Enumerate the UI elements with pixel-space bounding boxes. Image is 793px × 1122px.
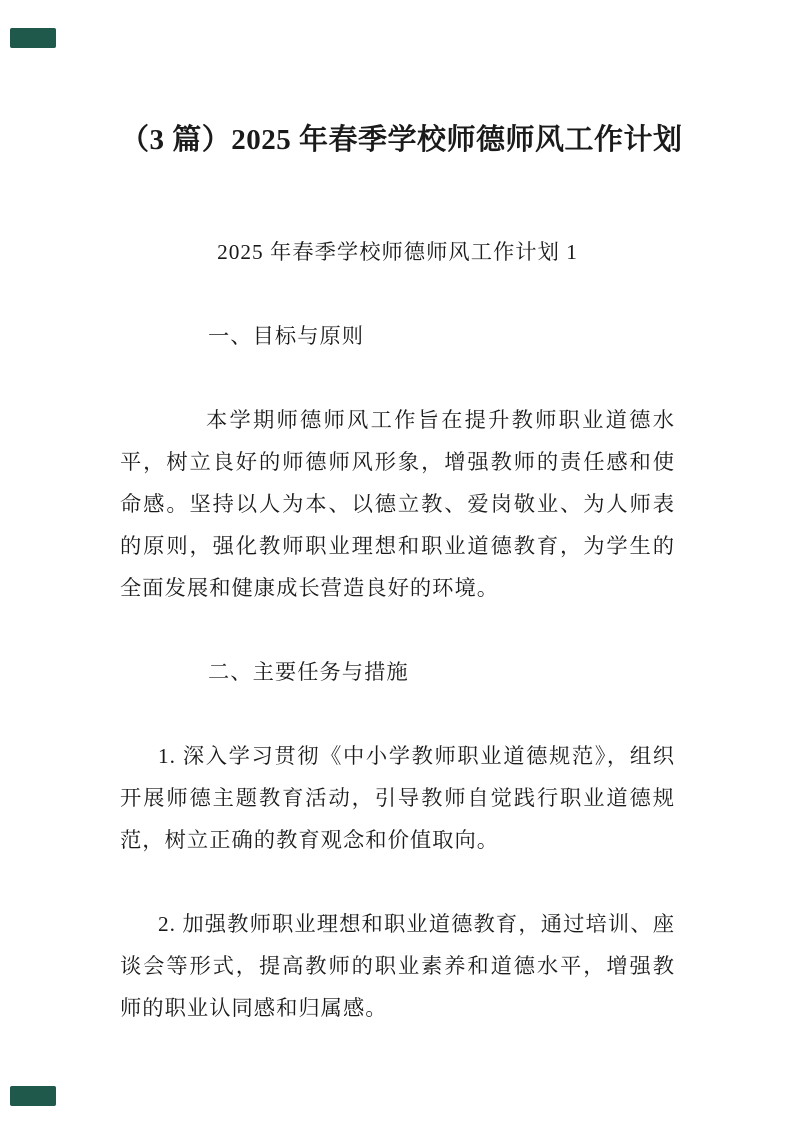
corner-mark-top [10, 28, 56, 48]
section-heading-goals: 一、目标与原则 [208, 324, 365, 348]
corner-mark-bottom [10, 1086, 56, 1106]
section-heading-tasks: 二、主要任务与措施 [208, 660, 409, 684]
paragraph-goals: 本学期师德师风工作旨在提升教师职业道德水平，树立良好的师德师风形象，增强教师的责任感和使命感。坚持以人为本、以德立教、爱岗敬业、为人师表的原则，强化教师职业理想和职业道德教育，为学生的全面发展和健康成长营造良好的环境。 [120, 408, 675, 600]
document-title: （3 篇）2025 年春季学校师德师风工作计划 [120, 124, 683, 156]
article-subtitle: 2025 年春季学校师德师风工作计划 1 [217, 240, 578, 264]
list-paragraph-item-2: 2. 加强教师职业理想和职业道德教育，通过培训、座谈会等形式，提高教师的职业素养和道德水平，增强教师的职业认同感和归属感。 [120, 912, 675, 1020]
list-paragraph-item-1: 1. 深入学习贯彻《中小学教师职业道德规范》，组织开展师德主题教育活动，引导教师自觉践行职业道德规范，树立正确的教育观念和价值取向。 [120, 744, 675, 852]
